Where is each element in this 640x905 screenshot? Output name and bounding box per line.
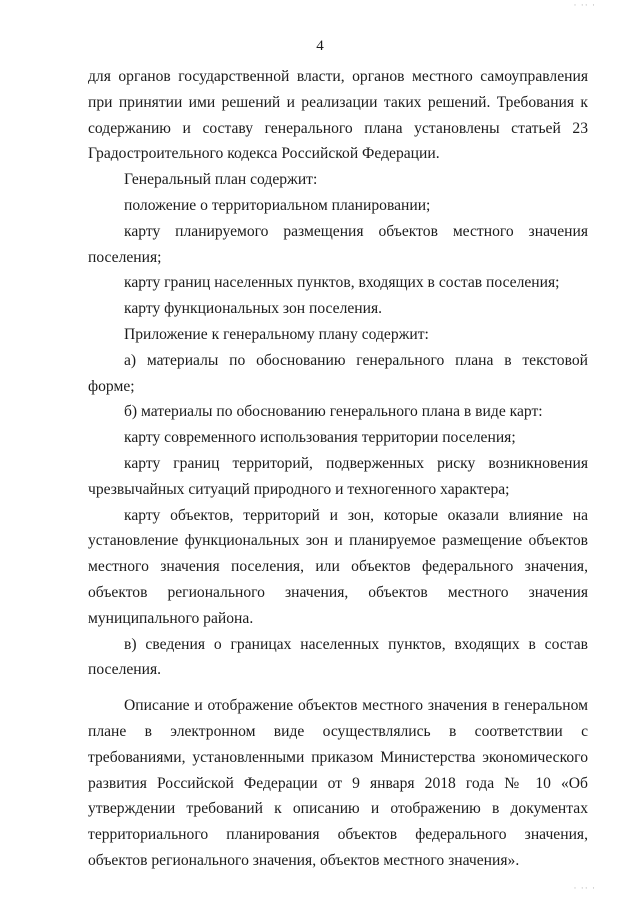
list-item-influencing-objects-map: карту объектов, территорий и зон, которые оказали влияние на установление функциональных зон и планируемое размещение объектов местного значения поселения, или объектов федерального значения, объектов регионального значения, объектов местного значения муниципального района.: [88, 506, 588, 627]
document-body: [88, 64, 588, 874]
scan-corner-mark-top: · ·· ·: [573, 0, 596, 10]
list-item-current-land-use-map: карту современного использования территории поселения;: [124, 429, 516, 447]
list-item-emergency-risk-map: карту границ территорий, подверженных риску возникновения чрезвычайных ситуаций природного и техногенного характера;: [88, 454, 588, 498]
paragraph-general-plan-contents: Генеральный план содержит:: [124, 171, 318, 189]
list-item-c-settlement-borders-info: в) сведения о границах населенных пунктов, входящих в состав поселения.: [88, 635, 588, 679]
list-item-a-text-materials: а) материалы по обоснованию генерального плана в текстовой форме;: [88, 351, 588, 395]
scan-corner-mark-bottom: · ·· ·: [573, 883, 596, 893]
list-item-functional-zones-map: карту функциональных зон поселения.: [124, 300, 383, 318]
page-number: 4: [316, 38, 324, 54]
list-item-settlement-borders-map: карту границ населенных пунктов, входящих в состав поселения;: [124, 274, 560, 292]
paragraph-purpose-continued: для органов государственной власти, органов местного самоуправления при принятии ими решений и реализации таких решений. Требования к содержанию и составу генерального плана установлены статьей 23 Градостроительного кодекса Российской Федерации.: [88, 68, 588, 163]
list-item-territorial-provision: положение о территориальном планировании;: [124, 196, 431, 214]
paragraph-appendix-contents: Приложение к генеральному плану содержит:: [124, 325, 429, 343]
paragraph-electronic-description: Описание и отображение объектов местного значения в генеральном плане в электронном виде осуществлялись в соответствии с требованиями, установленными приказом Министерства экономического развития Российской Федерации от 9 января 2018 года № 10 «Об утверждении требований к описанию и отображению в документах территориального планирования объектов федерального значения, объектов регионального значения, объектов местного значения».: [88, 697, 588, 869]
list-item-b-map-materials: б) материалы по обоснованию генерального плана в виде карт:: [124, 403, 543, 421]
list-item-local-objects-map: карту планируемого размещения объектов местного значения поселения;: [88, 222, 588, 266]
